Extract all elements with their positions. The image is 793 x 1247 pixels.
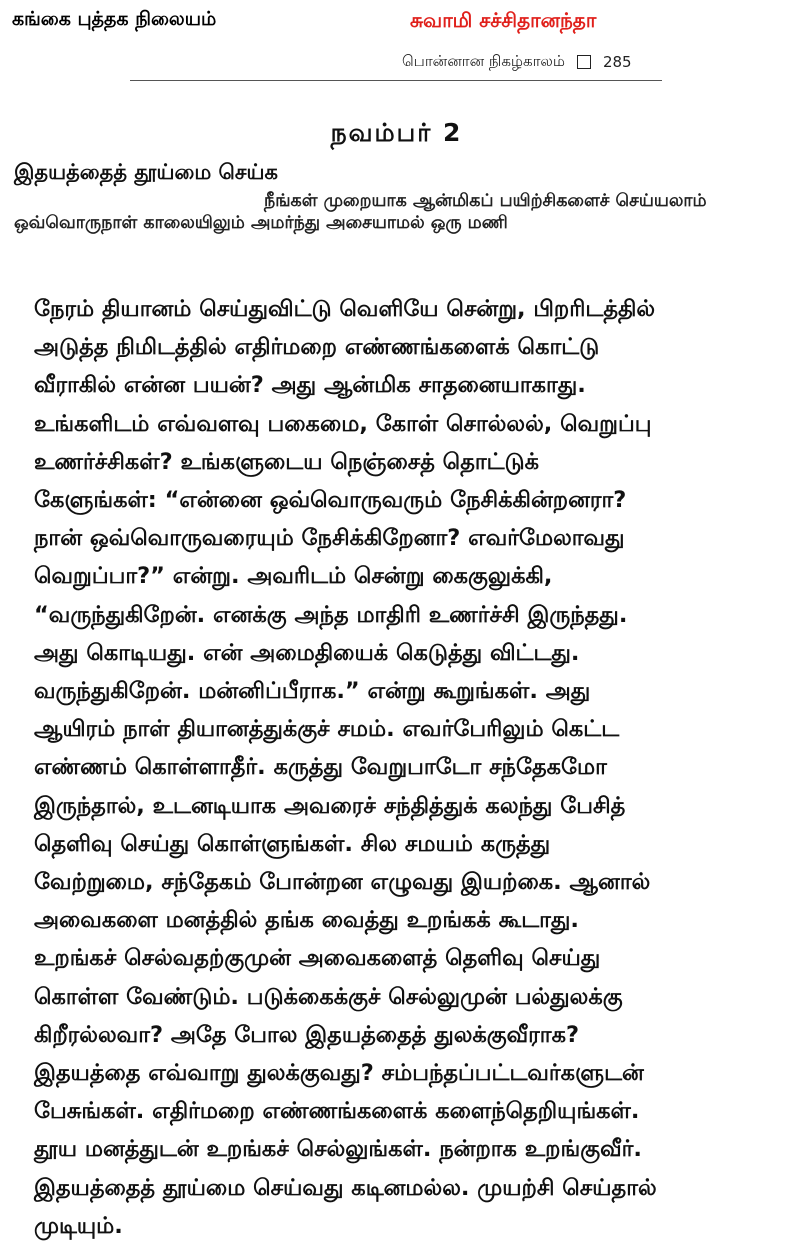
body-line: கிறீரல்லவா? அதே போல இதயத்தைத் துலக்குவீராக? bbox=[34, 1021, 580, 1048]
body-line: அவைகளை மனத்தில் தங்க வைத்து உறங்கக் கூடாது. bbox=[34, 907, 579, 934]
body-line: இதயத்தைத் தூய்மை செய்வது கடினமல்ல. முயற்சி செய்தால் bbox=[34, 1174, 657, 1201]
body-line: கொள்ள வேண்டும். படுக்கைக்குச் செல்லுமுன் பல்துலக்கு bbox=[34, 983, 623, 1010]
body-line: உறங்கச் செல்வதற்குமுன் அவைகளைத் தெளிவு செய்து bbox=[34, 945, 601, 972]
body-line: பேசுங்கள். எதிர்மறை எண்ணங்களைக் களைந்தெறியுங்கள். bbox=[34, 1098, 640, 1125]
intro-paragraph bbox=[14, 190, 790, 234]
body-paragraph bbox=[34, 290, 784, 1245]
body-line: கேளுங்கள்: “என்னை ஒவ்வொருவரும் நேசிக்கின்றனரா? bbox=[34, 487, 627, 514]
body-line: தெளிவு செய்து கொள்ளுங்கள். சில சமயம் கருத்து bbox=[34, 830, 551, 857]
body-line: அடுத்த நிமிடத்தில் எதிர்மறை எண்ணங்களைக் கொட்டு bbox=[34, 334, 600, 361]
body-line: நேரம் தியானம் செய்துவிட்டு வெளியே சென்று, பிறரிடத்தில் bbox=[34, 296, 656, 322]
header-rule bbox=[130, 80, 662, 81]
body-line: முடியும். bbox=[34, 1212, 123, 1239]
body-line: ஆயிரம் நாள் தியானத்துக்குச் சமம். எவர்பேரிலும் கெட்ட bbox=[34, 716, 620, 743]
body-line: “வருந்துகிறேன். எனக்கு அந்த மாதிரி உணர்ச்சி இருந்தது. bbox=[34, 601, 628, 628]
body-line: உங்களிடம் எவ்வளவு பகைமை, கோள் சொல்லல், வெறுப்பு bbox=[34, 410, 652, 437]
publisher-name: கங்கை புத்தக நிலையம் bbox=[12, 8, 217, 30]
body-line: தூய மனத்துடன் உறங்கச் செல்லுங்கள். நன்றாக உறங்குவீர். bbox=[34, 1136, 642, 1163]
running-head bbox=[402, 52, 632, 72]
intro-line: நீங்கள் முறையாக ஆன்மிகப் பயிற்சிகளைச் செய்யலாம் bbox=[264, 191, 707, 211]
body-line: வெறுப்பா?” என்று. அவரிடம் சென்று கைகுலுக்கி, bbox=[34, 563, 553, 590]
page-number: 285 bbox=[602, 53, 632, 71]
body-line: நான் ஒவ்வொருவரையும் நேசிக்கிறேனா? எவர்மேலாவது bbox=[34, 525, 625, 552]
book-title: பொன்னான நிகழ்காலம் bbox=[402, 52, 565, 70]
body-line: உணர்ச்சிகள்? உங்களுடைய நெஞ்சைத் தொட்டுக் bbox=[34, 448, 539, 475]
body-line: அது கொடியது. என் அமைதியைக் கெடுத்து விட்டது. bbox=[34, 639, 580, 666]
body-line: இதயத்தை எவ்வாறு துலக்குவது? சம்பந்தப்பட்டவர்களுடன் bbox=[34, 1060, 644, 1087]
body-line: எண்ணம் கொள்ளாதீர். கருத்து வேறுபாடோ சந்தேகமோ bbox=[34, 754, 607, 781]
square-box-icon bbox=[577, 55, 591, 69]
body-line: இருந்தால், உடனடியாக அவரைச் சந்தித்துக் கலந்து பேசித் bbox=[34, 792, 626, 819]
body-line: வேற்றுமை, சந்தேகம் போன்றன எழுவது இயற்கை. ஆனால் bbox=[34, 869, 651, 896]
intro-line: ஒவ்வொருநாள் காலையிலும் அமர்ந்து அசையாமல் ஒரு மணி bbox=[14, 213, 508, 233]
author-name: சுவாமி சச்சிதானந்தா bbox=[410, 8, 597, 32]
date-heading: நவம்பர் 2 bbox=[330, 118, 463, 147]
body-line: வருந்துகிறேன். மன்னிப்பீராக.” என்று கூறுங்கள். அது bbox=[34, 678, 591, 705]
section-title: இதயத்தைத் தூய்மை செய்க bbox=[14, 160, 278, 184]
body-line: வீராகில் என்ன பயன்? அது ஆன்மிக சாதனையாகாது. bbox=[34, 372, 586, 399]
